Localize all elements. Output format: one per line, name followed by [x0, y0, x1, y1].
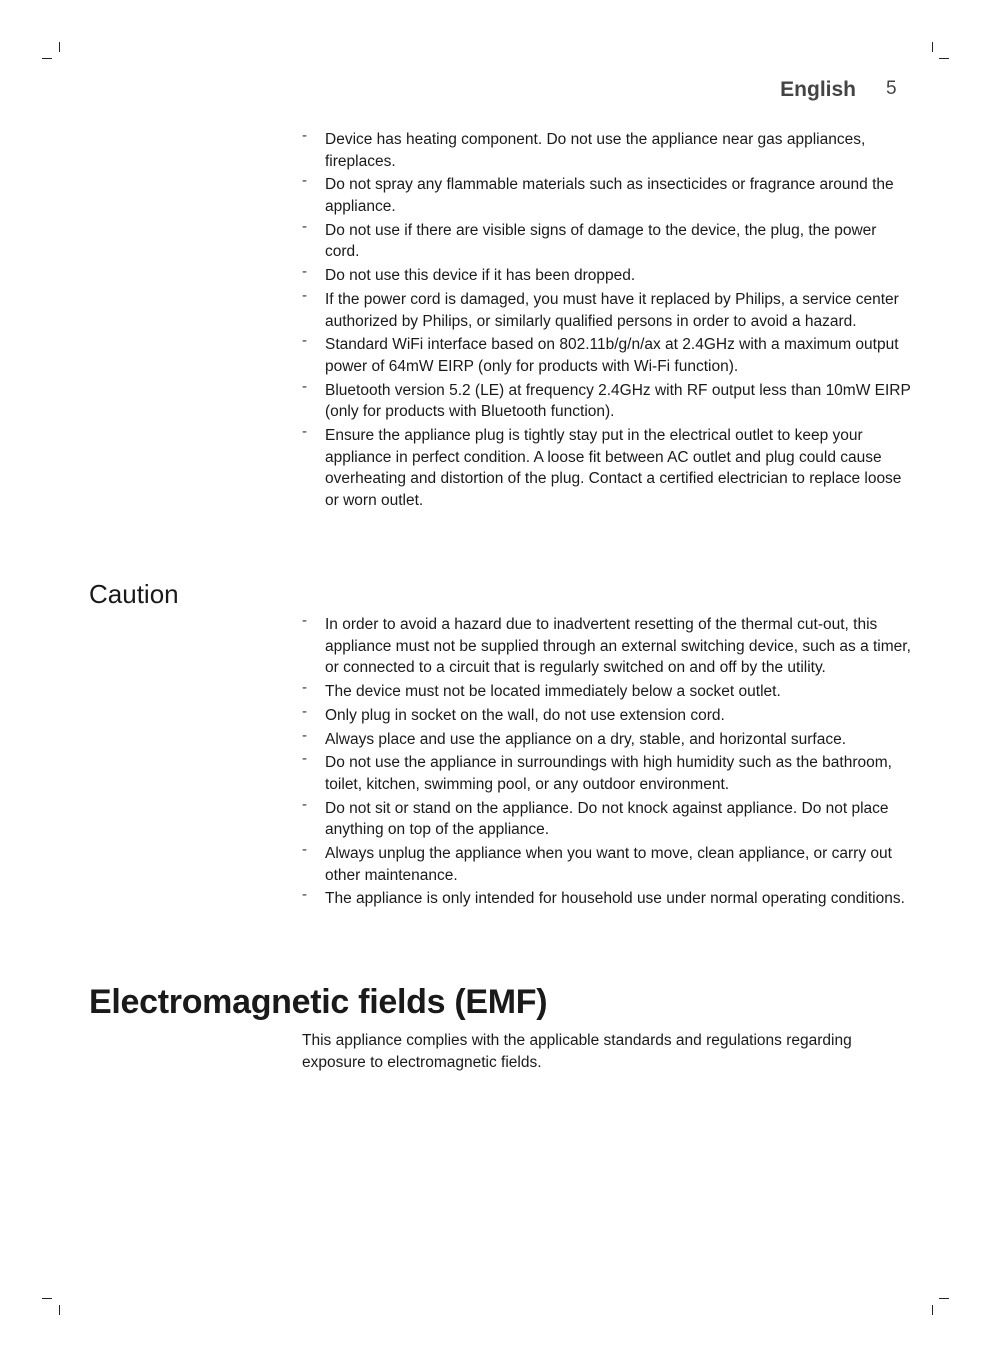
bullet-dash: -: [302, 423, 307, 441]
list-item: - Bluetooth version 5.2 (LE) at frequency 2.4GHz with RF output less than 10mW EIRP (only for products with Bluetooth function).: [302, 377, 911, 421]
bullet-dash: -: [302, 286, 307, 304]
crop-mark: [59, 1305, 60, 1315]
bullet-dash: -: [302, 172, 307, 190]
bullet-dash: -: [302, 127, 307, 144]
caution-heading: Caution: [89, 579, 179, 609]
bullet-dash: -: [302, 795, 307, 813]
list-item: - Only plug in socket on the wall, do not use extension cord.: [302, 702, 725, 724]
crop-mark: [932, 42, 933, 52]
list-item: - Do not use this device if it has been dropped.: [302, 263, 636, 285]
list-item: - Do not use the appliance in surroundings with high humidity such as the bathroom, toilet, kitchen, swimming pool, or any outdoor environment.: [302, 750, 892, 793]
bullet-dash: -: [302, 750, 307, 768]
bullet-dash: -: [302, 377, 307, 395]
crop-mark: [939, 58, 949, 59]
bullet-dash: -: [302, 702, 307, 720]
bullet-dash: -: [302, 217, 307, 235]
crop-mark: [42, 1298, 52, 1299]
emf-paragraph: This appliance complies with the applicable standards and regulations regarding exposure to electromagnetic fields.: [302, 1032, 852, 1071]
list-item: - Device has heating component. Do not use the appliance near gas appliances, fireplaces.: [302, 127, 866, 170]
crop-mark: [59, 42, 60, 52]
warning-list: [302, 129, 912, 514]
list-item: - Always place and use the appliance on a dry, stable, and horizontal surface.: [302, 726, 847, 748]
list-item: - In order to avoid a hazard due to inadvertent resetting of the thermal cut-out, this appliance must not be supplied through an external switching device, such as a timer, or connected to a circuit that is regularly switched on and off by the utility.: [302, 612, 911, 677]
bullet-dash: -: [302, 263, 307, 281]
bullet-dash: -: [302, 332, 307, 350]
list-item: - If the power cord is damaged, you must have it replaced by Philips, a service center authorized by Philips, or similarly qualified persons in order to avoid a hazard.: [302, 286, 899, 330]
list-item: - Do not use if there are visible signs of damage to the device, the plug, the power cord.: [302, 217, 877, 261]
bullet-dash: -: [302, 886, 307, 904]
list-item: - Standard WiFi interface based on 802.11b/g/n/ax at 2.4GHz with a maximum output power of 64mW EIRP (only for products with Wi-Fi function).: [302, 332, 899, 375]
caution-list: [302, 614, 912, 912]
list-item: - Always unplug the appliance when you want to move, clean appliance, or carry out other maintenance.: [302, 841, 892, 884]
emf-heading: Electromagnetic fields (EMF): [89, 983, 548, 1021]
bullet-dash: -: [302, 678, 307, 696]
crop-mark: [932, 1305, 933, 1315]
crop-mark: [939, 1298, 949, 1299]
page-number: 5: [886, 78, 897, 99]
header-language: English: [780, 78, 856, 101]
crop-mark: [42, 58, 52, 59]
bullet-dash: -: [302, 726, 307, 744]
list-item: - The appliance is only intended for household use under normal operating conditions.: [302, 886, 905, 908]
bullet-dash: -: [302, 612, 307, 629]
list-item: - The device must not be located immediately below a socket outlet.: [302, 678, 781, 700]
list-item: - Do not spray any flammable materials such as insecticides or fragrance around the appliance.: [302, 172, 894, 215]
list-item: - Ensure the appliance plug is tightly stay put in the electrical outlet to keep your appliance in perfect condition. A loose fit between AC outlet and plug could cause overheating and distortion of the plug. Contact a certified electrician to replace loose or worn outlet.: [302, 423, 902, 509]
bullet-dash: -: [302, 841, 307, 859]
list-item: - Do not sit or stand on the appliance. Do not knock against appliance. Do not place anything on top of the appliance.: [302, 795, 889, 839]
